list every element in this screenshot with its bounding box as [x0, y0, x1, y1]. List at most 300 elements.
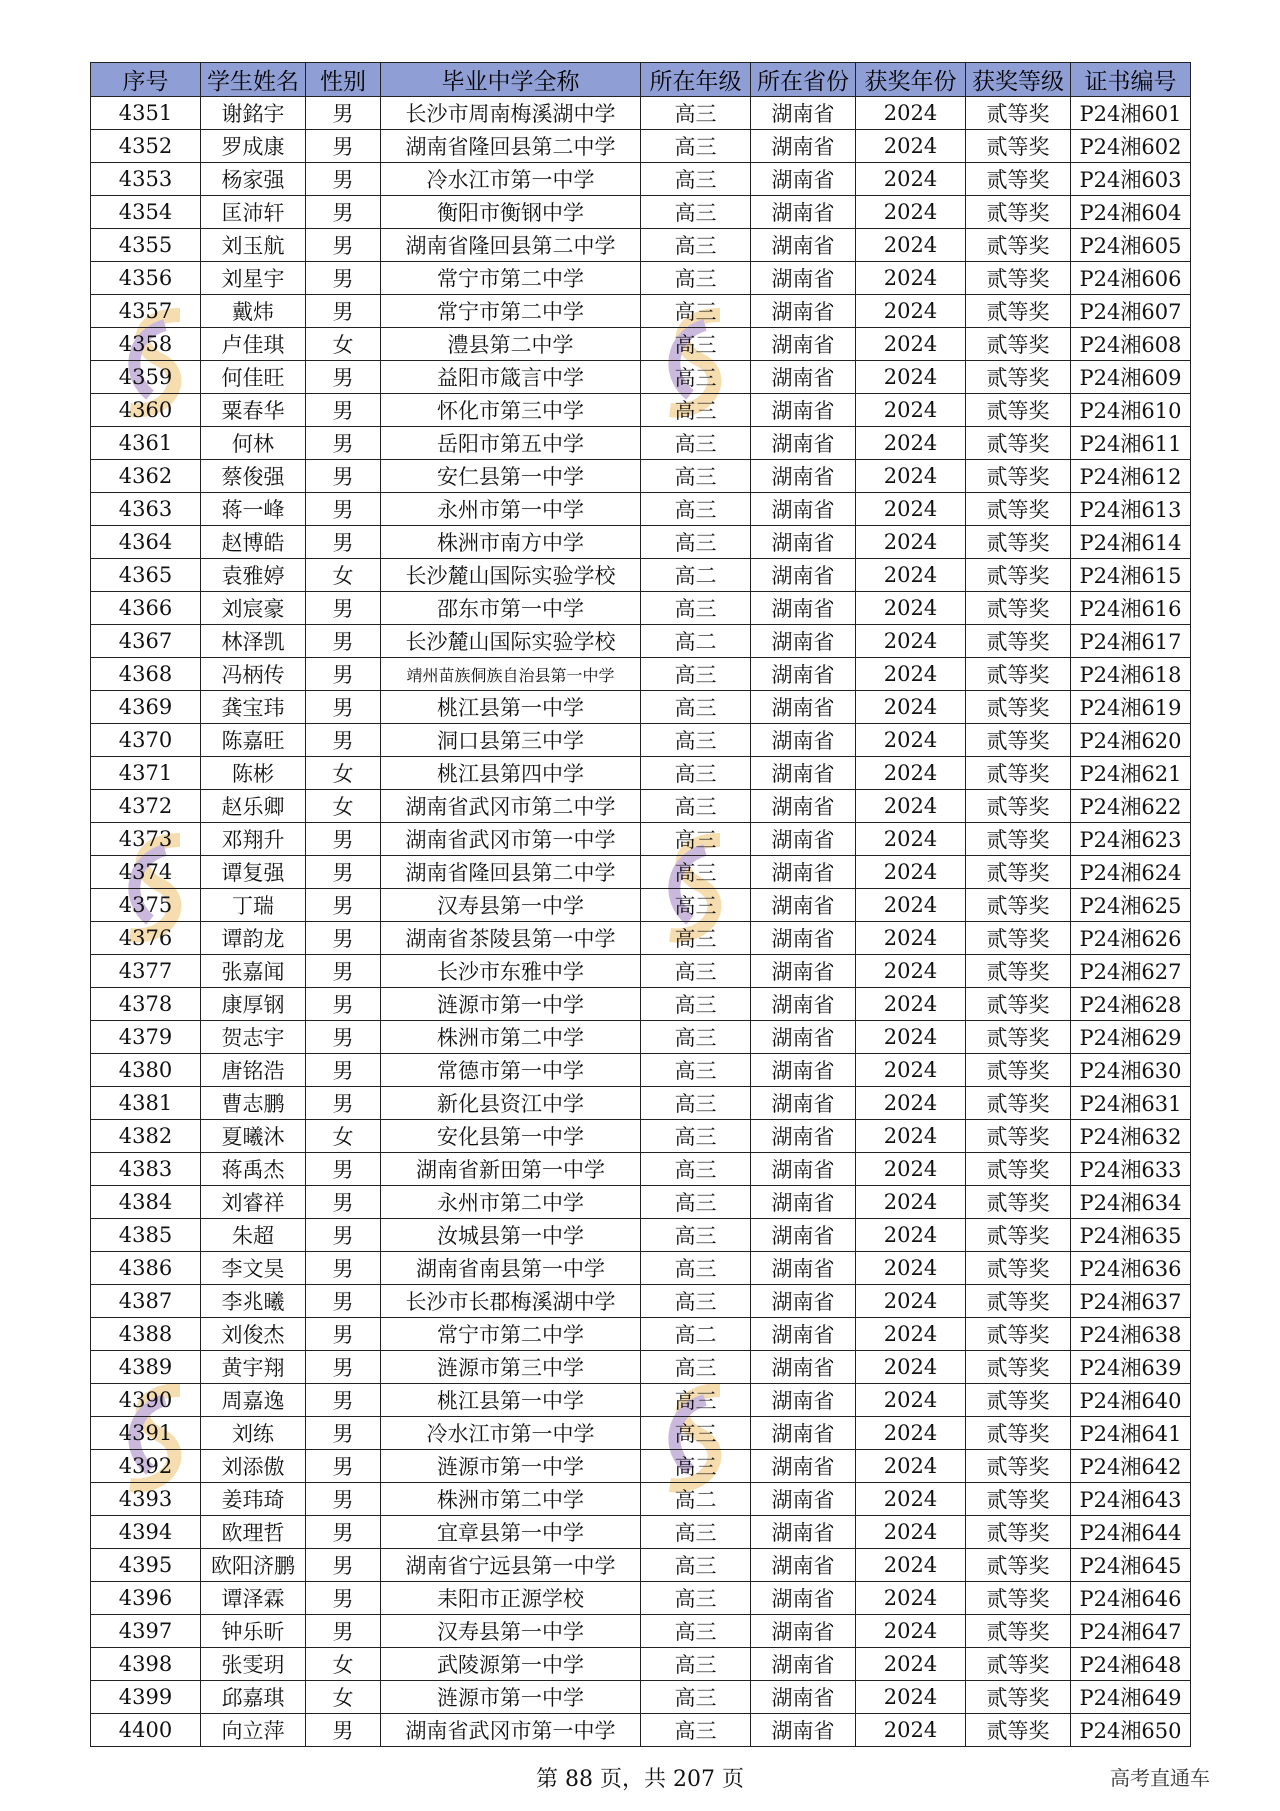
- school-cell: 邵东市第一中学: [381, 592, 641, 625]
- certificate-cell: P24湘636: [1071, 1252, 1191, 1285]
- table-row: [91, 295, 1191, 328]
- grade-cell: 高三: [641, 922, 751, 955]
- table-row: [91, 1054, 1191, 1087]
- gender-cell: 男: [306, 1054, 381, 1087]
- gender-cell: 男: [306, 493, 381, 526]
- gender-cell: 男: [306, 922, 381, 955]
- gender-cell: 男: [306, 1153, 381, 1186]
- table-row: [91, 130, 1191, 163]
- serial-cell: 4351: [91, 97, 201, 130]
- school-cell: 湖南省新田第一中学: [381, 1153, 641, 1186]
- year-cell: 2024: [856, 295, 966, 328]
- name-cell: 谭韵龙: [201, 922, 306, 955]
- gender-cell: 男: [306, 97, 381, 130]
- province-cell: 湖南省: [751, 97, 856, 130]
- school-cell: 株洲市南方中学: [381, 526, 641, 559]
- name-cell: 刘睿祥: [201, 1186, 306, 1219]
- gender-cell: 男: [306, 1318, 381, 1351]
- school-cell: 涟源市第一中学: [381, 1681, 641, 1714]
- school-cell: 冷水江市第一中学: [381, 1417, 641, 1450]
- certificate-cell: P24湘624: [1071, 856, 1191, 889]
- certificate-cell: P24湘623: [1071, 823, 1191, 856]
- level-cell: 贰等奖: [966, 526, 1071, 559]
- gender-cell: 男: [306, 889, 381, 922]
- grade-cell: 高三: [641, 988, 751, 1021]
- certificate-cell: P24湘609: [1071, 361, 1191, 394]
- name-cell: 张雯玥: [201, 1648, 306, 1681]
- grade-cell: 高三: [641, 790, 751, 823]
- grade-cell: 高三: [641, 163, 751, 196]
- gender-cell: 女: [306, 1120, 381, 1153]
- table-row: [91, 1516, 1191, 1549]
- serial-cell: 4372: [91, 790, 201, 823]
- year-cell: 2024: [856, 526, 966, 559]
- certificate-cell: P24湘628: [1071, 988, 1191, 1021]
- school-cell: 长沙市东雅中学: [381, 955, 641, 988]
- school-cell: 涟源市第一中学: [381, 988, 641, 1021]
- grade-cell: 高三: [641, 1087, 751, 1120]
- year-cell: 2024: [856, 559, 966, 592]
- level-cell: 贰等奖: [966, 1417, 1071, 1450]
- table-row: [91, 592, 1191, 625]
- table-row: [91, 328, 1191, 361]
- serial-cell: 4385: [91, 1219, 201, 1252]
- gender-cell: 男: [306, 1021, 381, 1054]
- serial-cell: 4369: [91, 691, 201, 724]
- year-cell: 2024: [856, 658, 966, 691]
- certificate-cell: P24湘610: [1071, 394, 1191, 427]
- year-cell: 2024: [856, 229, 966, 262]
- level-cell: 贰等奖: [966, 889, 1071, 922]
- certificate-cell: P24湘603: [1071, 163, 1191, 196]
- serial-cell: 4373: [91, 823, 201, 856]
- gender-cell: 男: [306, 394, 381, 427]
- certificate-cell: P24湘633: [1071, 1153, 1191, 1186]
- grade-cell: 高三: [641, 460, 751, 493]
- grade-cell: 高三: [641, 229, 751, 262]
- name-cell: 卢佳琪: [201, 328, 306, 361]
- year-cell: 2024: [856, 691, 966, 724]
- grade-cell: 高三: [641, 1714, 751, 1747]
- province-cell: 湖南省: [751, 460, 856, 493]
- province-cell: 湖南省: [751, 163, 856, 196]
- certificate-cell: P24湘637: [1071, 1285, 1191, 1318]
- page-number: 第 88 页，共 207 页: [536, 1767, 744, 1792]
- name-cell: 刘玉航: [201, 229, 306, 262]
- school-cell: 宜章县第一中学: [381, 1516, 641, 1549]
- table-row: [91, 1582, 1191, 1615]
- province-cell: 湖南省: [751, 1219, 856, 1252]
- gender-cell: 男: [306, 1714, 381, 1747]
- table-row: [91, 361, 1191, 394]
- province-cell: 湖南省: [751, 1285, 856, 1318]
- level-cell: 贰等奖: [966, 1615, 1071, 1648]
- certificate-cell: P24湘627: [1071, 955, 1191, 988]
- serial-cell: 4397: [91, 1615, 201, 1648]
- year-cell: 2024: [856, 757, 966, 790]
- certificate-cell: P24湘630: [1071, 1054, 1191, 1087]
- school-cell: 衡阳市衡钢中学: [381, 196, 641, 229]
- level-cell: 贰等奖: [966, 658, 1071, 691]
- school-cell: 靖州苗族侗族自治县第一中学: [381, 658, 641, 691]
- grade-cell: 高三: [641, 1384, 751, 1417]
- grade-cell: 高三: [641, 262, 751, 295]
- level-cell: 贰等奖: [966, 823, 1071, 856]
- gender-cell: 男: [306, 955, 381, 988]
- table-row: [91, 1549, 1191, 1582]
- serial-cell: 4393: [91, 1483, 201, 1516]
- level-cell: 贰等奖: [966, 559, 1071, 592]
- grade-cell: 高三: [641, 856, 751, 889]
- school-cell: 永州市第一中学: [381, 493, 641, 526]
- school-cell: 永州市第二中学: [381, 1186, 641, 1219]
- school-cell: 涟源市第三中学: [381, 1351, 641, 1384]
- province-cell: 湖南省: [751, 1648, 856, 1681]
- table-row: [91, 1615, 1191, 1648]
- school-cell: 新化县资江中学: [381, 1087, 641, 1120]
- column-header: 所在年级: [641, 63, 751, 97]
- year-cell: 2024: [856, 97, 966, 130]
- serial-cell: 4386: [91, 1252, 201, 1285]
- province-cell: 湖南省: [751, 427, 856, 460]
- gender-cell: 男: [306, 1219, 381, 1252]
- certificate-cell: P24湘645: [1071, 1549, 1191, 1582]
- serial-cell: 4363: [91, 493, 201, 526]
- serial-cell: 4354: [91, 196, 201, 229]
- level-cell: 贰等奖: [966, 922, 1071, 955]
- name-cell: 贺志宇: [201, 1021, 306, 1054]
- province-cell: 湖南省: [751, 526, 856, 559]
- level-cell: 贰等奖: [966, 460, 1071, 493]
- name-cell: 蔡俊强: [201, 460, 306, 493]
- level-cell: 贰等奖: [966, 361, 1071, 394]
- certificate-cell: P24湘638: [1071, 1318, 1191, 1351]
- column-header: 毕业中学全称: [381, 63, 641, 97]
- province-cell: 湖南省: [751, 658, 856, 691]
- table-row: [91, 163, 1191, 196]
- grade-cell: 高二: [641, 559, 751, 592]
- level-cell: 贰等奖: [966, 394, 1071, 427]
- grade-cell: 高三: [641, 1054, 751, 1087]
- serial-cell: 4367: [91, 625, 201, 658]
- level-cell: 贰等奖: [966, 1153, 1071, 1186]
- column-header: 所在省份: [751, 63, 856, 97]
- level-cell: 贰等奖: [966, 1318, 1071, 1351]
- table-row: [91, 229, 1191, 262]
- level-cell: 贰等奖: [966, 691, 1071, 724]
- certificate-cell: P24湘648: [1071, 1648, 1191, 1681]
- gender-cell: 男: [306, 625, 381, 658]
- serial-cell: 4368: [91, 658, 201, 691]
- certificate-cell: P24湘608: [1071, 328, 1191, 361]
- year-cell: 2024: [856, 1384, 966, 1417]
- table-row: [91, 1120, 1191, 1153]
- name-cell: 刘练: [201, 1417, 306, 1450]
- certificate-cell: P24湘643: [1071, 1483, 1191, 1516]
- school-cell: 汝城县第一中学: [381, 1219, 641, 1252]
- name-cell: 钟乐昕: [201, 1615, 306, 1648]
- certificate-cell: P24湘632: [1071, 1120, 1191, 1153]
- grade-cell: 高三: [641, 1120, 751, 1153]
- certificate-cell: P24湘626: [1071, 922, 1191, 955]
- serial-cell: 4378: [91, 988, 201, 1021]
- certificate-cell: P24湘621: [1071, 757, 1191, 790]
- grade-cell: 高三: [641, 724, 751, 757]
- grade-cell: 高二: [641, 625, 751, 658]
- year-cell: 2024: [856, 823, 966, 856]
- school-cell: 湖南省隆回县第二中学: [381, 856, 641, 889]
- gender-cell: 男: [306, 724, 381, 757]
- school-cell: 株洲市第二中学: [381, 1021, 641, 1054]
- name-cell: 杨家强: [201, 163, 306, 196]
- gender-cell: 男: [306, 592, 381, 625]
- name-cell: 林泽凯: [201, 625, 306, 658]
- year-cell: 2024: [856, 1285, 966, 1318]
- level-cell: 贰等奖: [966, 295, 1071, 328]
- grade-cell: 高二: [641, 1318, 751, 1351]
- level-cell: 贰等奖: [966, 1021, 1071, 1054]
- table-row: [91, 262, 1191, 295]
- year-cell: 2024: [856, 1054, 966, 1087]
- school-cell: 汉寿县第一中学: [381, 889, 641, 922]
- serial-cell: 4395: [91, 1549, 201, 1582]
- certificate-cell: P24湘631: [1071, 1087, 1191, 1120]
- grade-cell: 高三: [641, 361, 751, 394]
- year-cell: 2024: [856, 1219, 966, 1252]
- name-cell: 李文昊: [201, 1252, 306, 1285]
- grade-cell: 高三: [641, 658, 751, 691]
- level-cell: 贰等奖: [966, 1450, 1071, 1483]
- year-cell: 2024: [856, 1153, 966, 1186]
- name-cell: 谭复强: [201, 856, 306, 889]
- serial-cell: 4358: [91, 328, 201, 361]
- name-cell: 夏曦沐: [201, 1120, 306, 1153]
- name-cell: 戴炜: [201, 295, 306, 328]
- province-cell: 湖南省: [751, 1582, 856, 1615]
- table-row: [91, 724, 1191, 757]
- province-cell: 湖南省: [751, 1153, 856, 1186]
- level-cell: 贰等奖: [966, 328, 1071, 361]
- grade-cell: 高三: [641, 1648, 751, 1681]
- school-cell: 武陵源第一中学: [381, 1648, 641, 1681]
- province-cell: 湖南省: [751, 394, 856, 427]
- province-cell: 湖南省: [751, 856, 856, 889]
- school-cell: 常宁市第二中学: [381, 1318, 641, 1351]
- name-cell: 朱超: [201, 1219, 306, 1252]
- table-row: [91, 1681, 1191, 1714]
- certificate-cell: P24湘617: [1071, 625, 1191, 658]
- year-cell: 2024: [856, 790, 966, 823]
- year-cell: 2024: [856, 988, 966, 1021]
- serial-cell: 4398: [91, 1648, 201, 1681]
- province-cell: 湖南省: [751, 691, 856, 724]
- school-cell: 常宁市第二中学: [381, 262, 641, 295]
- table-row: [91, 1219, 1191, 1252]
- serial-cell: 4380: [91, 1054, 201, 1087]
- gender-cell: 男: [306, 691, 381, 724]
- year-cell: 2024: [856, 1417, 966, 1450]
- year-cell: 2024: [856, 1351, 966, 1384]
- level-cell: 贰等奖: [966, 1186, 1071, 1219]
- table-row: [91, 922, 1191, 955]
- serial-cell: 4375: [91, 889, 201, 922]
- grade-cell: 高三: [641, 526, 751, 559]
- certificate-cell: P24湘649: [1071, 1681, 1191, 1714]
- gender-cell: 女: [306, 328, 381, 361]
- table-row: [91, 1087, 1191, 1120]
- certificate-cell: P24湘622: [1071, 790, 1191, 823]
- serial-cell: 4361: [91, 427, 201, 460]
- school-cell: 益阳市箴言中学: [381, 361, 641, 394]
- table-row: [91, 1021, 1191, 1054]
- serial-cell: 4364: [91, 526, 201, 559]
- year-cell: 2024: [856, 427, 966, 460]
- year-cell: 2024: [856, 856, 966, 889]
- school-cell: 常德市第一中学: [381, 1054, 641, 1087]
- province-cell: 湖南省: [751, 1318, 856, 1351]
- name-cell: 欧阳济鹏: [201, 1549, 306, 1582]
- name-cell: 刘宸豪: [201, 592, 306, 625]
- year-cell: 2024: [856, 1120, 966, 1153]
- table-row: [91, 1153, 1191, 1186]
- school-cell: 长沙市长郡梅溪湖中学: [381, 1285, 641, 1318]
- province-cell: 湖南省: [751, 757, 856, 790]
- name-cell: 罗成康: [201, 130, 306, 163]
- table-row: [91, 1285, 1191, 1318]
- certificate-cell: P24湘634: [1071, 1186, 1191, 1219]
- column-header: 证书编号: [1071, 63, 1191, 97]
- name-cell: 邱嘉琪: [201, 1681, 306, 1714]
- table-row: [91, 1351, 1191, 1384]
- serial-cell: 4392: [91, 1450, 201, 1483]
- level-cell: 贰等奖: [966, 229, 1071, 262]
- school-cell: 长沙麓山国际实验学校: [381, 625, 641, 658]
- serial-cell: 4400: [91, 1714, 201, 1747]
- certificate-cell: P24湘604: [1071, 196, 1191, 229]
- year-cell: 2024: [856, 1186, 966, 1219]
- certificate-cell: P24湘615: [1071, 559, 1191, 592]
- gender-cell: 女: [306, 790, 381, 823]
- level-cell: 贰等奖: [966, 625, 1071, 658]
- table-row: [91, 691, 1191, 724]
- column-header: 序号: [91, 63, 201, 97]
- table-row: [91, 196, 1191, 229]
- province-cell: 湖南省: [751, 724, 856, 757]
- level-cell: 贰等奖: [966, 592, 1071, 625]
- province-cell: 湖南省: [751, 1681, 856, 1714]
- gender-cell: 男: [306, 1252, 381, 1285]
- level-cell: 贰等奖: [966, 1549, 1071, 1582]
- province-cell: 湖南省: [751, 955, 856, 988]
- gender-cell: 男: [306, 1582, 381, 1615]
- level-cell: 贰等奖: [966, 1252, 1071, 1285]
- table-row: [91, 823, 1191, 856]
- table-row: [91, 625, 1191, 658]
- certificate-cell: P24湘635: [1071, 1219, 1191, 1252]
- serial-cell: 4384: [91, 1186, 201, 1219]
- certificate-cell: P24湘614: [1071, 526, 1191, 559]
- grade-cell: 高三: [641, 1681, 751, 1714]
- table-row: [91, 1417, 1191, 1450]
- name-cell: 何佳旺: [201, 361, 306, 394]
- gender-cell: 男: [306, 1615, 381, 1648]
- school-cell: 桃江县第一中学: [381, 691, 641, 724]
- serial-cell: 4390: [91, 1384, 201, 1417]
- name-cell: 陈彬: [201, 757, 306, 790]
- grade-cell: 高三: [641, 1219, 751, 1252]
- gender-cell: 男: [306, 1549, 381, 1582]
- level-cell: 贰等奖: [966, 427, 1071, 460]
- serial-cell: 4355: [91, 229, 201, 262]
- column-header: 学生姓名: [201, 63, 306, 97]
- gender-cell: 男: [306, 1417, 381, 1450]
- column-header: 性别: [306, 63, 381, 97]
- grade-cell: 高三: [641, 1021, 751, 1054]
- level-cell: 贰等奖: [966, 262, 1071, 295]
- name-cell: 赵博皓: [201, 526, 306, 559]
- year-cell: 2024: [856, 1450, 966, 1483]
- gender-cell: 男: [306, 1450, 381, 1483]
- certificate-cell: P24湘620: [1071, 724, 1191, 757]
- grade-cell: 高三: [641, 757, 751, 790]
- year-cell: 2024: [856, 361, 966, 394]
- table-row: [91, 1384, 1191, 1417]
- grade-cell: 高三: [641, 592, 751, 625]
- certificate-cell: P24湘611: [1071, 427, 1191, 460]
- province-cell: 湖南省: [751, 1087, 856, 1120]
- gender-cell: 男: [306, 1384, 381, 1417]
- grade-cell: 高三: [641, 1615, 751, 1648]
- award-table: [90, 62, 1191, 1747]
- level-cell: 贰等奖: [966, 1087, 1071, 1120]
- level-cell: 贰等奖: [966, 856, 1071, 889]
- gender-cell: 男: [306, 988, 381, 1021]
- serial-cell: 4359: [91, 361, 201, 394]
- name-cell: 谭泽霖: [201, 1582, 306, 1615]
- school-cell: 湖南省武冈市第一中学: [381, 1714, 641, 1747]
- serial-cell: 4371: [91, 757, 201, 790]
- name-cell: 唐铭浩: [201, 1054, 306, 1087]
- level-cell: 贰等奖: [966, 196, 1071, 229]
- year-cell: 2024: [856, 394, 966, 427]
- year-cell: 2024: [856, 1714, 966, 1747]
- level-cell: 贰等奖: [966, 97, 1071, 130]
- grade-cell: 高三: [641, 1417, 751, 1450]
- year-cell: 2024: [856, 1087, 966, 1120]
- level-cell: 贰等奖: [966, 1285, 1071, 1318]
- province-cell: 湖南省: [751, 1615, 856, 1648]
- school-cell: 怀化市第三中学: [381, 394, 641, 427]
- name-cell: 刘添傲: [201, 1450, 306, 1483]
- province-cell: 湖南省: [751, 328, 856, 361]
- serial-cell: 4382: [91, 1120, 201, 1153]
- grade-cell: 高三: [641, 691, 751, 724]
- name-cell: 黄宇翔: [201, 1351, 306, 1384]
- table-row: [91, 1252, 1191, 1285]
- certificate-cell: P24湘605: [1071, 229, 1191, 262]
- serial-cell: 4362: [91, 460, 201, 493]
- gender-cell: 男: [306, 460, 381, 493]
- table-row: [91, 97, 1191, 130]
- level-cell: 贰等奖: [966, 1054, 1071, 1087]
- year-cell: 2024: [856, 493, 966, 526]
- grade-cell: 高三: [641, 427, 751, 460]
- gender-cell: 男: [306, 130, 381, 163]
- level-cell: 贰等奖: [966, 757, 1071, 790]
- school-cell: 湖南省南县第一中学: [381, 1252, 641, 1285]
- certificate-cell: P24湘613: [1071, 493, 1191, 526]
- gender-cell: 男: [306, 1186, 381, 1219]
